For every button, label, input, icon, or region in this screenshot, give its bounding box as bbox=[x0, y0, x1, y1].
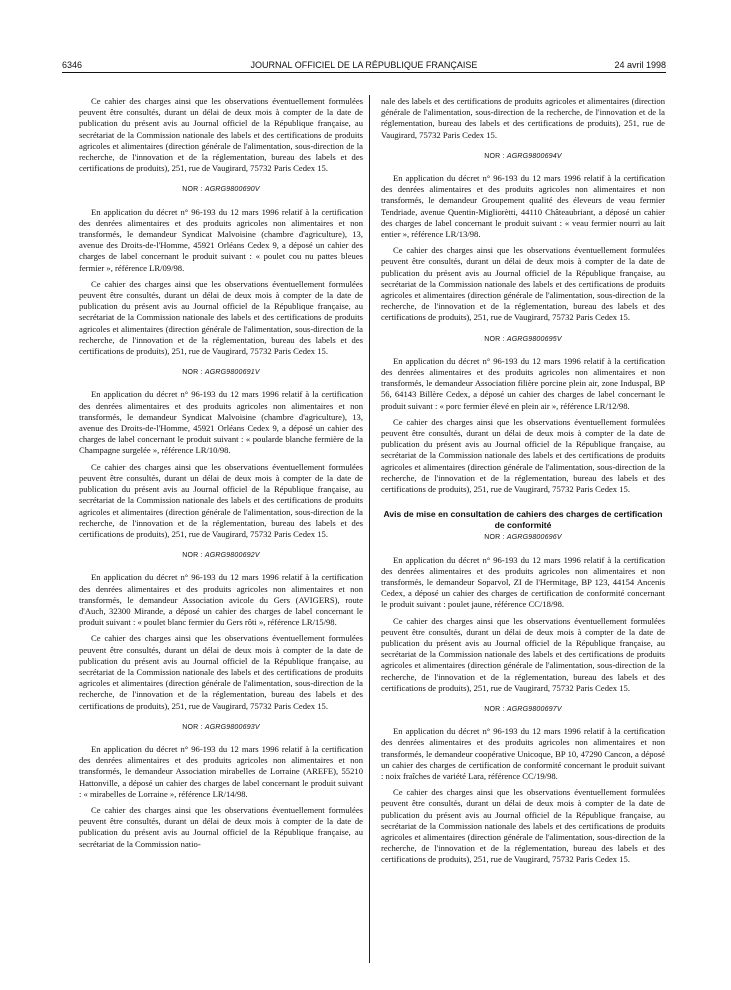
column-divider bbox=[369, 95, 370, 963]
nor-code: AGRG9800694V bbox=[506, 152, 562, 160]
section-heading: Avis de mise en consultation de cahiers des charges de certification de conformité bbox=[383, 509, 663, 530]
paragraph: En application du décret n° 96-193 du 12 mars 1996 relatif à la certification des denrées alimentaires et des produits agricoles non alimentaires et non transformés, le demandeur Syndicat Malvoisine (chambre d'agriculture), 13, avenue des Droits-de-l'Homme, 45921 Orléans Cedex 9, a déposé un cahier des charges de label concernant le produit suivant : « poularde blanche fermière de la Champagne surgelée », référence LR/10/98. bbox=[79, 389, 363, 456]
nor-label: NOR : bbox=[484, 152, 505, 160]
paragraph: En application du décret n° 96-193 du 12 mars 1996 relatif à la certification des denrées alimentaires et des produits agricoles non alimentaires et non transformés, le demandeur Soparvol, ZI de l'Hermitage, BP 123, 44154 Ancenis Cedex, a déposé un cahier des charges de certification de conformité concernant le produit suivant : poulet jaune, référence CC/18/98. bbox=[381, 554, 665, 610]
journal-title: JOURNAL OFFICIEL DE LA RÉPUBLIQUE FRANÇAISE bbox=[250, 60, 478, 70]
paragraph: Ce cahier des charges ainsi que les observations éventuellement formulées peuvent être consultés, durant un délai de deux mois à compter de la date de publication du présent avis au Journal officiel de la République française, au secrétariat de la Commission nationale des labels et des certifications de produits agricoles et alimentaires (direction générale de l'alimentation, sous-direction de la recherche, de l'innovation et de la réglementation, bureau des labels et des certifications de produits), 251, rue de Vaugirard, 75732 Paris Cedex 15. bbox=[381, 787, 665, 865]
nor-label: NOR : bbox=[182, 369, 203, 377]
nor-code: AGRG9800691V bbox=[204, 369, 260, 377]
nor-reference bbox=[381, 532, 665, 543]
paragraph: nale des labels et des certifications de produits agricoles et alimentaires (direction générale de l'alimentation, sous-direction de la recherche, de l'innovation et de la réglementation, bureau des labels et des certifications de produits), 251, rue de Vaugirard, 75732 Paris Cedex 15. bbox=[381, 96, 665, 140]
nor-label: NOR : bbox=[182, 186, 203, 194]
page-header bbox=[62, 57, 666, 73]
nor-code: AGRG9800692V bbox=[204, 552, 260, 560]
paragraph: En application du décret n° 96-193 du 12 mars 1996 relatif à la certification des denrées alimentaires et des produits agricoles non alimentaires et non transformés, le demandeur Association filière porcine plein air, zone Induspal, BP 56, 64143 Billère Cedex, a déposé un cahier des charges de label concernant le produit suivant : « porc fermier élevé en plein air », référence LR/12/98. bbox=[381, 355, 665, 411]
issue-date: 24 avril 1998 bbox=[614, 60, 666, 70]
nor-code: AGRG9800696V bbox=[506, 534, 562, 542]
page-number: 6346 bbox=[62, 60, 83, 70]
nor-reference bbox=[381, 151, 665, 162]
paragraph: Ce cahier des charges ainsi que les observations éventuellement formulées peuvent être consultés, durant un délai de deux mois à compter de la date de publication du présent avis au Journal officiel de la République française, au secrétariat de la Commission nationale des labels et des certifications de produits agricoles et alimentaires (direction générale de l'alimentation, sous-direction de la recherche, de l'innovation et de la réglementation, bureau des labels et des certifications de produits), 251, rue de Vaugirard, 75732 Paris Cedex 15. bbox=[381, 416, 665, 495]
nor-reference bbox=[381, 704, 665, 715]
paragraph: En application du décret n° 96-193 du 12 mars 1996 relatif à la certification des denrées alimentaires et des produits agricoles non alimentaires et non transformés, le demandeur Syndicat Malvoisine (chambre d'agriculture), 13, avenue des Droits-de-l'Homme, 45921 Orléans Cedex 9, a déposé un cahier des charges de label concernant le produit suivant : « poulet cou nu pattes bleues fermier », référence LR/09/98. bbox=[79, 206, 363, 273]
paragraph: Ce cahier des charges ainsi que les observations éventuellement formulées peuvent être consultés, durant un délai de deux mois à compter de la date de publication du présent avis au Journal officiel de la République française, au secrétariat de la Commission nationale des labels et des certifications de produits agricoles et alimentaires (direction générale de l'alimentation, sous-direction de la recherche, de l'innovation et de la réglementation, bureau des labels et des certifications de produits), 251, rue de Vaugirard, 75732 Paris Cedex 15. bbox=[79, 96, 363, 174]
nor-code: AGRG9800693V bbox=[204, 723, 260, 731]
nor-code: AGRG9800697V bbox=[506, 705, 562, 713]
right-column bbox=[381, 96, 665, 871]
paragraph: En application du décret n° 96-193 du 12 mars 1996 relatif à la certification des denrées alimentaires et des produits agricoles non alimentaires et non transformés, le demandeur Groupement qualité des éleveurs de veau fermier Tendriade, avenue Quentin-Migliorètti, 44110 Châteaubriant, a déposé un cahier des charges de label concernant le produit suivant : « veau fermier nourri au lait entier », référence LR/13/98. bbox=[381, 173, 665, 240]
paragraph: En application du décret n° 96-193 du 12 mars 1996 relatif à la certification des denrées alimentaires et des produits agricoles non alimentaires et non transformés, le demandeur Association mirabelles de Lorraine (AREFE), 55210 Hattonville, a déposé un cahier des charges de label concernant le produit suivant : « mirabelles de Lorraine », référence LR/14/98. bbox=[79, 743, 363, 799]
nor-label: NOR : bbox=[182, 723, 203, 731]
nor-label: NOR : bbox=[484, 705, 505, 713]
paragraph: En application du décret n° 96-193 du 12 mars 1996 relatif à la certification des denrées alimentaires et des produits agricoles non alimentaires et non transformés, le demandeur coopérative Unicoque, BP 10, 47290 Cancon, a déposé un cahier des charges de certification de conformité concernant le produit suivant : noix fraîches de variété Lara, référence CC/19/98. bbox=[381, 726, 665, 781]
nor-code: AGRG9800690V bbox=[204, 186, 260, 194]
nor-reference bbox=[79, 722, 363, 733]
nor-label: NOR : bbox=[182, 552, 203, 560]
nor-label: NOR : bbox=[484, 335, 505, 343]
paragraph: Ce cahier des charges ainsi que les observations éventuellement formulées peuvent être consultés, durant un délai de deux mois à compter de la date de publication du présent avis au Journal officiel de la République française, au secrétariat de la Commission nationale des labels et des certifications de produits agricoles et alimentaires (direction générale de l'alimentation, sous-direction de la recherche, de l'innovation et de la réglementation, bureau des labels et des certifications de produits), 251, rue de Vaugirard, 75732 Paris Cedex 15. bbox=[79, 461, 363, 539]
paragraph: Ce cahier des charges ainsi que les observations éventuellement formulées peuvent être consultés, durant un délai de deux mois à compter de la date de publication du présent avis au Journal officiel de la République française, au secrétariat de la Commission nationale des labels et des certifications de produits agricoles et alimentaires (direction générale de l'alimentation, sous-direction de la recherche, de l'innovation et de la réglementation, bureau des labels et des certifications de produits), 251, rue de Vaugirard, 75732 Paris Cedex 15. bbox=[381, 245, 665, 323]
paragraph: En application du décret n° 96-193 du 12 mars 1996 relatif à la certification des denrées alimentaires et des produits agricoles non alimentaires et non transformés, le demandeur Association avicole du Gers (AVIGERS), route d'Auch, 32300 Mirande, a déposé un cahier des charges de label concernant le produit suivant : « poulet blanc fermier du Gers rôti », référence LR/15/98. bbox=[79, 572, 363, 628]
left-column bbox=[79, 96, 363, 855]
nor-reference bbox=[79, 184, 363, 195]
header-rule bbox=[62, 72, 666, 73]
paragraph: Ce cahier des charges ainsi que les observations éventuellement formulées peuvent être consultés, durant un délai de deux mois à compter de la date de publication du présent avis au Journal officiel de la République française, au secrétariat de la Commission nationale des labels et des certifications de produits agricoles et alimentaires (direction générale de l'alimentation, sous-direction de la recherche, de l'innovation et de la réglementation, bureau des labels et des certifications de produits), 251, rue de Vaugirard, 75732 Paris Cedex 15. bbox=[79, 633, 363, 711]
paragraph: Ce cahier des charges ainsi que les observations éventuellement formulées peuvent être consultés, durant un délai de deux mois à compter de la date de publication du présent avis au Journal officiel de la République française, au secrétariat de la Commission nationale des labels et des certifications de produits agricoles et alimentaires (direction générale de l'alimentation, sous-direction de la recherche, de l'innovation et de la réglementation, bureau des labels et des certifications de produits), 251, rue de Vaugirard, 75732 Paris Cedex 15. bbox=[381, 615, 665, 693]
paragraph: Ce cahier des charges ainsi que les observations éventuellement formulées peuvent être consultés, durant un délai de deux mois à compter de la date de publication du présent avis au Journal officiel de la République française, au secrétariat de la Commission nationale des labels et des certifications de produits agricoles et alimentaires (direction générale de l'alimentation, sous-direction de la recherche, de l'innovation et de la réglementation, bureau des labels et des certifications de produits), 251, rue de Vaugirard, 75732 Paris Cedex 15. bbox=[79, 278, 363, 357]
nor-code: AGRG9800695V bbox=[506, 335, 562, 343]
paragraph: Ce cahier des charges ainsi que les observations éventuellement formulées peuvent être consultés, durant un délai de deux mois à compter de la date de publication du présent avis au Journal officiel de la République française, au secrétariat de la Commission natio- bbox=[79, 804, 363, 849]
nor-reference bbox=[79, 367, 363, 378]
nor-label: NOR : bbox=[484, 534, 505, 542]
nor-reference bbox=[79, 550, 363, 561]
nor-reference bbox=[381, 334, 665, 345]
